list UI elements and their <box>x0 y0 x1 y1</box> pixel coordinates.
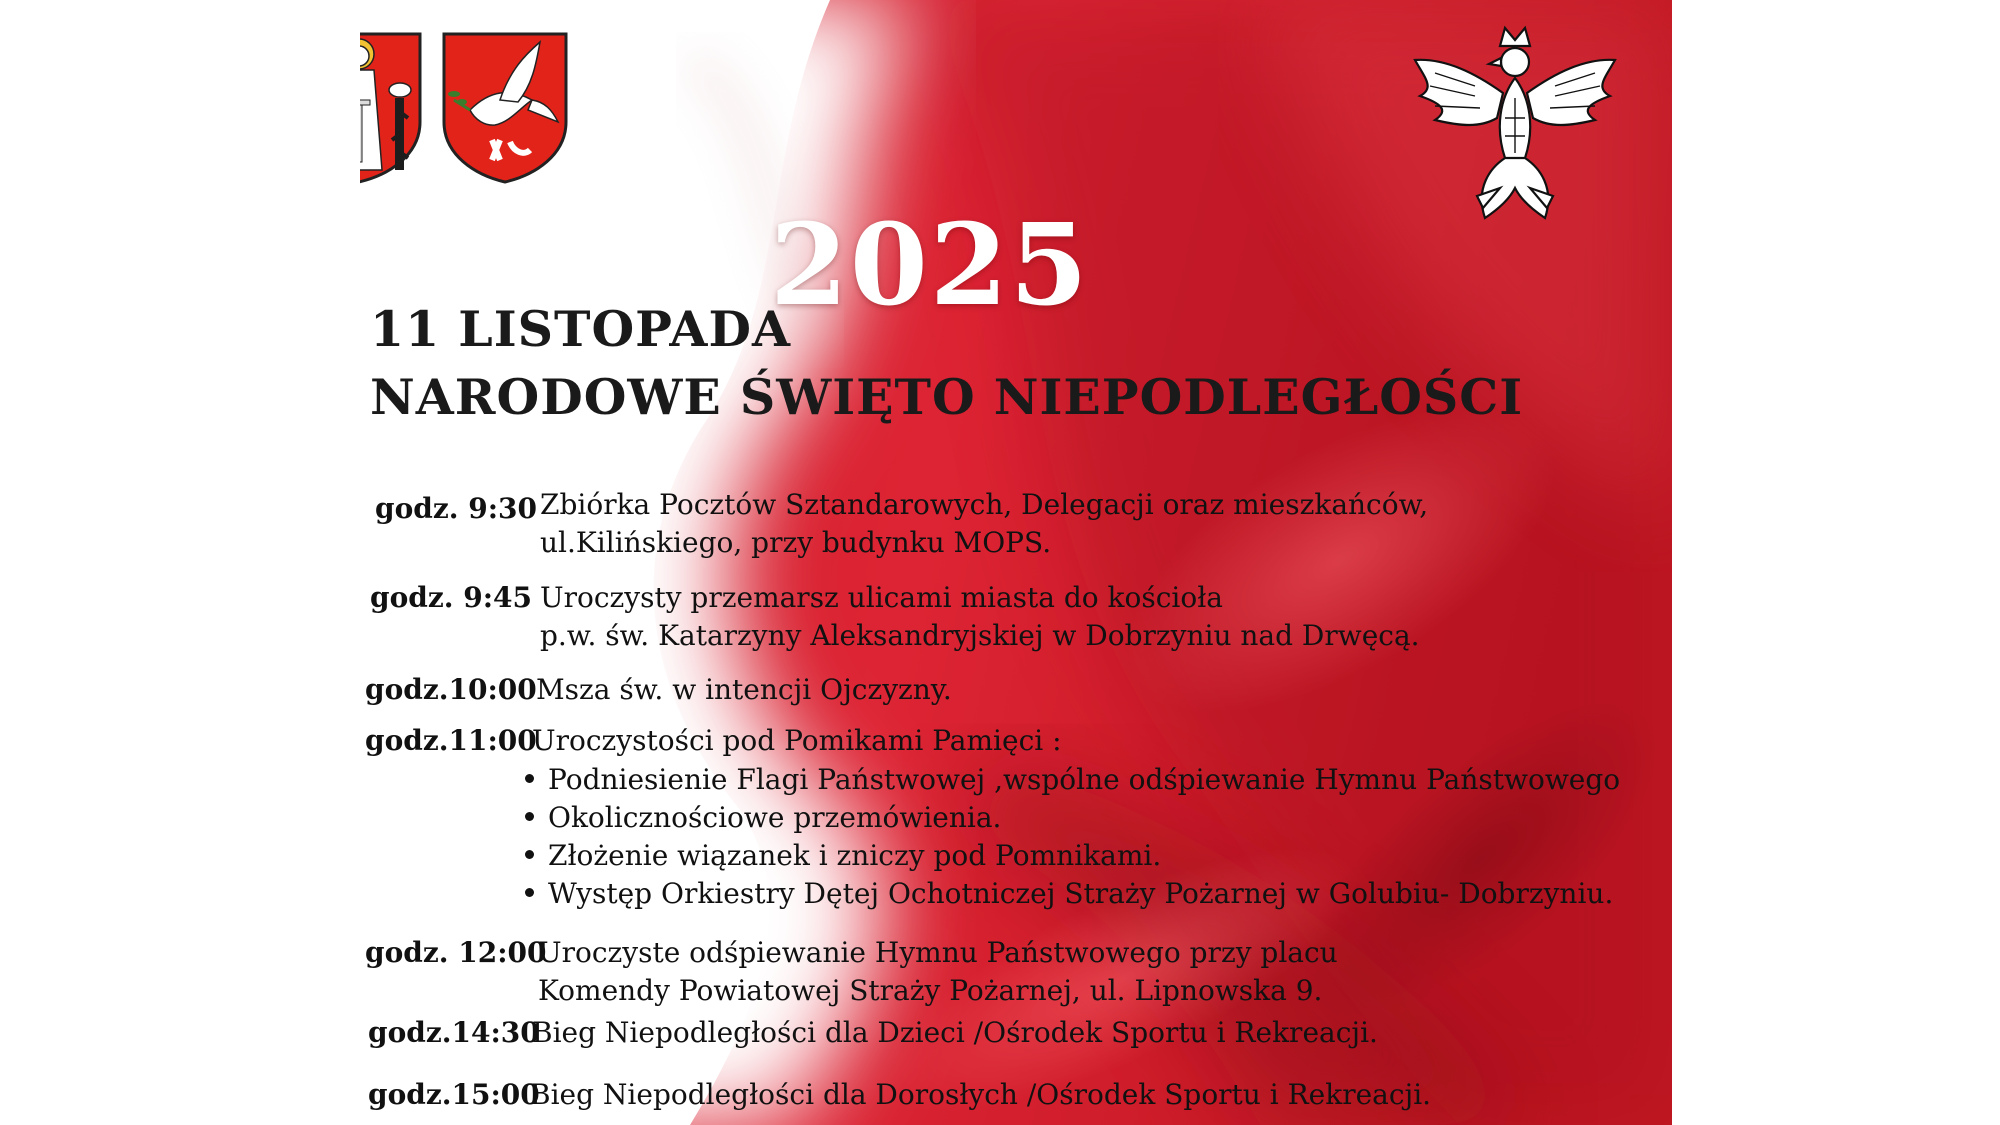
schedule-text-6: Bieg Niepodległości dla Dzieci /Ośrodek Sportu i Rekreacji. <box>532 1016 1378 1049</box>
holiday-title: NARODOWE ŚWIĘTO NIEPODLEGŁOŚCI <box>370 368 1524 426</box>
list-item <box>525 877 1613 910</box>
schedule-text-2a: Uroczysty przemarsz ulicami miasta do kościoła <box>540 581 1223 614</box>
schedule-time-5: godz. 12:00 <box>365 936 547 969</box>
schedule-text-1a: Zbiórka Pocztów Sztandarowych, Delegacji oraz mieszkańców, <box>540 488 1429 521</box>
polish-eagle-emblem <box>1405 18 1625 243</box>
schedule-text-7: Bieg Niepodległości dla Dorosłych /Ośrodek Sportu i Rekreacji. <box>530 1078 1432 1111</box>
bullet-text-3: Złożenie wiązanek i zniczy pod Pomnikami. <box>548 839 1162 872</box>
bullet-text-4: Występ Orkiestry Dętej Ochotniczej Straży Pożarnej w Golubiu- Dobrzyniu. <box>548 877 1614 910</box>
list-item <box>525 801 1001 834</box>
schedule-time-7: godz.15:00 <box>368 1078 540 1111</box>
bullet-text-1: Podniesienie Flagi Państwowej ,wspólne odśpiewanie Hymnu Państwowego <box>548 763 1621 796</box>
schedule-time-6: godz.14:30 <box>368 1016 540 1049</box>
schedule-time-1: godz. 9:30 <box>375 492 538 525</box>
dove-coat-of-arms-right <box>440 30 570 185</box>
town-coat-of-arms-left <box>360 30 424 185</box>
bullet-text-2: Okolicznościowe przemówienia. <box>548 801 1002 834</box>
schedule-text-2b: p.w. św. Katarzyny Aleksandryjskiej w Dobrzyniu nad Drwęcą. <box>540 619 1420 652</box>
list-item <box>525 763 1620 796</box>
schedule-time-3: godz.10:00 <box>365 673 537 706</box>
schedule-text-5b: Komendy Powiatowej Straży Pożarnej, ul. Lipnowska 9. <box>538 974 1323 1007</box>
schedule-text-5a: Uroczyste odśpiewanie Hymnu Państwowego przy placu <box>538 936 1338 969</box>
schedule-time-4: godz.11:00 <box>365 724 537 757</box>
date-title: 11 LISTOPADA <box>370 300 791 358</box>
year-heading: 2025 <box>770 200 1090 331</box>
list-item <box>525 839 1161 872</box>
schedule-time-2: godz. 9:45 <box>370 581 533 614</box>
schedule-text-3: Msza św. w intencji Ojczyzny. <box>536 673 952 706</box>
poster <box>360 0 1672 1125</box>
schedule-text-1b: ul.Kilińskiego, przy budynku MOPS. <box>540 526 1052 559</box>
schedule-text-4: Uroczystości pod Pomikami Pamięci : <box>532 724 1062 757</box>
